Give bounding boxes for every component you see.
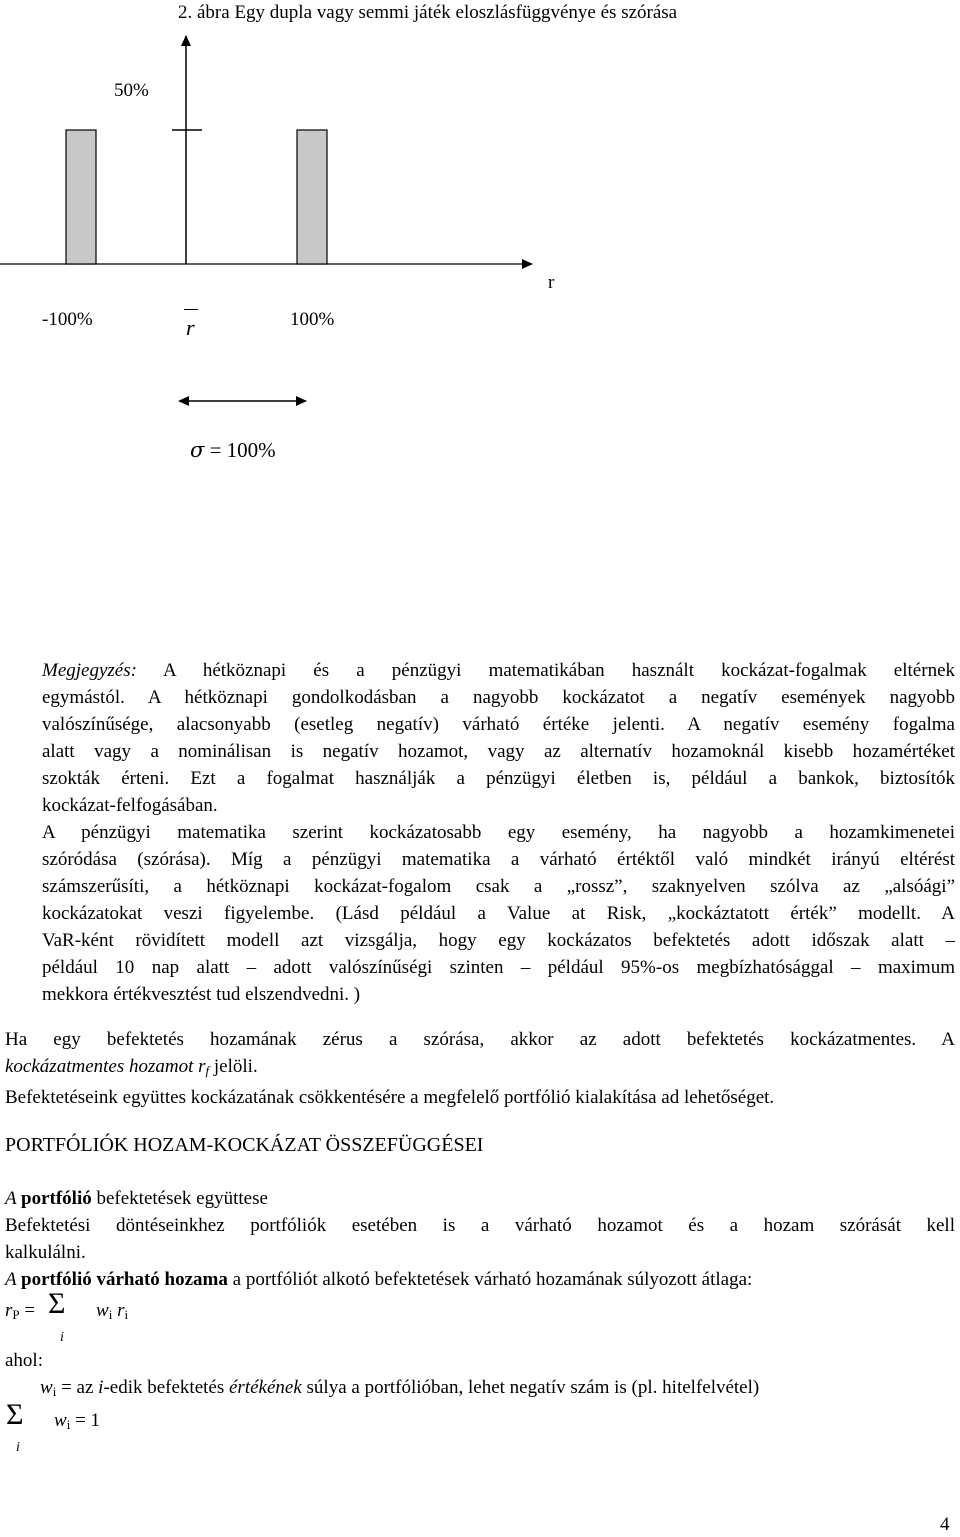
formula-weight-term: $w_i$ $r_i$ — [96, 1300, 129, 1322]
body-p1-line1: Ha egy befektetés hozamának zérus a szórása, akkor az adott befektetés kockázatmentes. A — [5, 1029, 955, 1050]
sum-index-1: i — [60, 1330, 64, 1345]
note-line-6: kockázat-felfogásában. — [42, 795, 218, 816]
portfolio-p5: A portfólió várható hozama a portfóliót alkotó befektetések várható hozamának súlyozott átlaga: — [5, 1269, 753, 1290]
portfolio-p4-line1: Befektetési döntéseinkhez portfóliók esetében is a várható hozamot és a hozam szórását kell — [5, 1215, 955, 1236]
note2-line-3: számszerűsíti, a hétköznapi kockázat-fogalom csak a „rossz”, szaknyelven szólva az „alsóági” — [42, 876, 955, 897]
note-line-5: szokták érteni. Ezt a fogalmat használják a pénzügyi életben is, például a bankok, biztosítók — [42, 768, 955, 789]
note-block — [42, 657, 955, 1008]
page-number: 4 — [940, 1514, 950, 1535]
bar-plus-100 — [297, 130, 327, 264]
weight-definition: $w_i$ = az i-edik befektetés értékének súlya a portfólióban, lehet negatív szám is (pl. hitelfelvétel) — [40, 1377, 760, 1399]
note2-line-1: A pénzügyi matematika szerint kockázatosabb egy esemény, ha nagyobb a hozamkimenetei — [42, 822, 955, 843]
ahol-label: ahol: — [5, 1350, 43, 1371]
tick-minus-100: -100% — [42, 309, 93, 330]
sigma-symbol: σ — [190, 438, 205, 462]
note2-line-7: mekkora értékvesztést tud elszendvedni. ) — [42, 984, 361, 1005]
formula-weights-sum: $w_i = 1$ — [54, 1410, 101, 1432]
distribution-chart — [0, 0, 960, 420]
formula-portfolio-return: $r_P$ = — [5, 1300, 36, 1322]
sum-index-2: i — [16, 1440, 20, 1455]
y-axis-label: 50% — [114, 80, 149, 101]
portfolio-block — [5, 1185, 955, 1293]
x-axis-label: r — [548, 272, 555, 293]
note2-line-2: szóródása (szórása). Míg a pénzügyi matematika a várható értéktől való mindkét irányú eltérést — [42, 849, 955, 870]
portfolio-p4-line2: kalkulálni. — [5, 1242, 86, 1263]
body-p2: Befektetéseink együttes kockázatának csökkentésére a megfelelő portfólió kialakítása ad lehetőséget. — [5, 1087, 775, 1108]
mean-bar — [184, 309, 198, 310]
body-block — [5, 1026, 955, 1111]
body-p1-line2: kockázatmentes hozamot $r_f$ jelöli. — [5, 1056, 258, 1078]
sum-symbol-2: Σ — [6, 1398, 24, 1431]
note-line-4: alatt vagy a nominálisan is negatív hozamot, vagy az alternatív hozamoknál kisebb hozamértéket — [42, 741, 955, 762]
note2-line-5: VaR-ként rövidített modell azt vizsgálja, hogy egy kockázatos befektetés adott időszak alatt – — [42, 930, 955, 951]
sigma-label — [190, 438, 276, 463]
figure-caption: 2. ábra Egy dupla vagy semmi játék eloszlásfüggvénye és szórása — [178, 2, 678, 23]
tick-plus-100: 100% — [290, 309, 335, 330]
sum-symbol-1: Σ — [48, 1287, 66, 1320]
note-line-1: Megjegyzés: A hétköznapi és a pénzügyi matematikában használt kockázat-fogalmak eltérnek — [42, 660, 955, 681]
portfolio-def: A portfólió befektetések együttese — [5, 1188, 268, 1209]
note-line-2: egymástól. A hétköznapi gondolkodásban a nagyobb kockázatot a negatív események nagyobb — [42, 687, 955, 708]
section-heading: PORTFÓLIÓK HOZAM-KOCKÁZAT ÖSSZEFÜGGÉSEI — [5, 1134, 484, 1156]
note-label: Megjegyzés: — [42, 660, 137, 681]
note-line-3: valószínűsége, alacsonyabb (esetleg negatív) várható értéke jelenti. A negatív esemény fogalma — [42, 714, 955, 735]
tick-mean-r: r — [186, 315, 195, 340]
bar-minus-100 — [66, 130, 96, 264]
note2-line-6: például 10 nap alatt – adott valószínűségi szinten – például 95%-os megbízhatósággal – maximum — [42, 957, 955, 978]
note2-line-4: kockázatokat veszi figyelembe. (Lásd például a Value at Risk, „kockáztatott érték” modellt. A — [42, 903, 955, 924]
sigma-value: = 100% — [209, 438, 276, 462]
